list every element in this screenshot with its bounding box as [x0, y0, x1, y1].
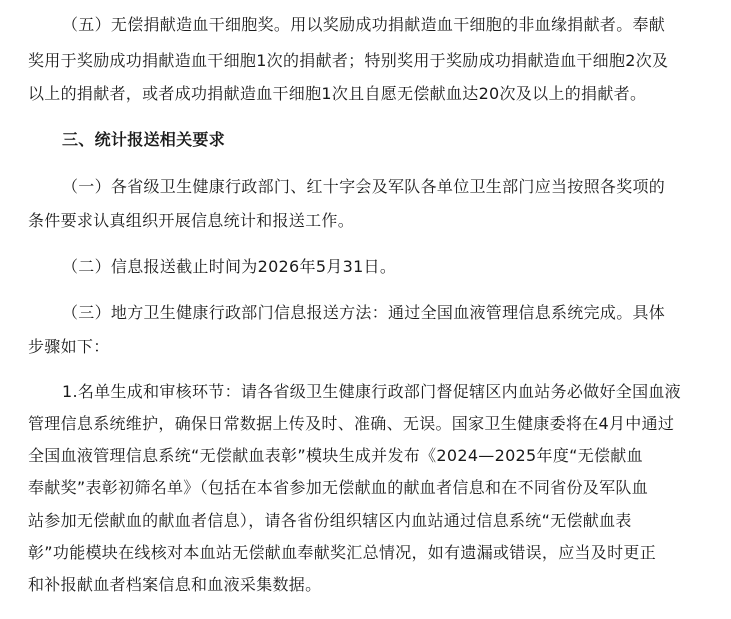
text-line: 条件要求认真组织开展信息统计和报送工作。 — [28, 211, 355, 230]
text-line: 管理信息系统维护，确保日常数据上传及时、准确、无误。国家卫生健康委将在4月中通过 — [28, 414, 675, 433]
section-title: 三、统计报送相关要求 — [62, 130, 226, 149]
text-line: 彰”功能模块在线核对本血站无偿献血奉献奖汇总情况，如有遗漏或错误，应当及时更正 — [28, 543, 656, 562]
text-line: （三）地方卫生健康行政部门信息报送方法：通过全国血液管理信息系统完成。具体 — [62, 303, 666, 322]
text-line: 1.名单生成和审核环节：请各省级卫生健康行政部门督促辖区内血站务必做好全国血液 — [62, 382, 681, 401]
text-line: （五）无偿捐献造血干细胞奖。用以奖励成功捐献造血干细胞的非血缘捐献者。奉献 — [62, 15, 666, 34]
text-line: （一）各省级卫生健康行政部门、红十字会及军队各单位卫生部门应当按照各奖项的 — [62, 177, 666, 196]
text-line: 以上的捐献者，或者成功捐献造血干细胞1次且自愿无偿献血达20次及以上的捐献者。 — [28, 84, 647, 103]
text-line: 和补报献血者档案信息和血液采集数据。 — [28, 575, 322, 594]
text-line: 步骤如下： — [28, 337, 110, 356]
text-line: 奉献奖”表彰初筛名单》（包括在本省参加无偿献血的献血者信息和在不同省份及军队血 — [28, 478, 648, 497]
text-line: （二）信息报送截止时间为2026年5月31日。 — [62, 257, 397, 276]
text-line: 全国血液管理信息系统“无偿献血表彰”模块生成并发布《2024—2025年度“无偿献血 — [28, 446, 643, 465]
text-line: 奖用于奖励成功捐献造血干细胞1次的捐献者；特别奖用于奖励成功捐献造血干细胞2次及 — [28, 51, 669, 70]
text-line: 站参加无偿献血的献血者信息），请各省份组织辖区内血站通过信息系统“无偿献血表 — [28, 511, 632, 530]
